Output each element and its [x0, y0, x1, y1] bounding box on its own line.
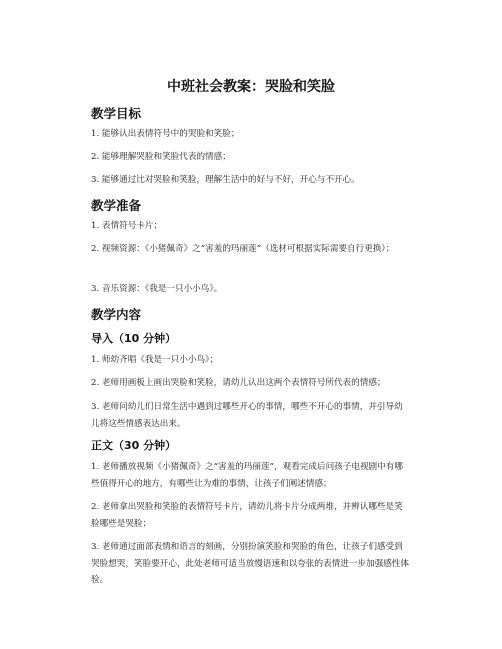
preparation-item-1: 1. 表情符号卡片； — [91, 221, 163, 231]
subsection-heading-intro: 导入（10 分钟） — [91, 332, 177, 345]
section-heading-objectives: 教学目标 — [91, 106, 142, 121]
section-heading-preparation: 教学准备 — [91, 198, 142, 213]
preparation-item-3: 3. 音乐资源：《我是一只小小鸟》。 — [91, 284, 223, 294]
preparation-item-2: 2. 视频资源：《小猪佩奇》之“害羞的玛丽莲”（选材可根据实际需要自行更换）； — [91, 244, 395, 254]
document-title: 中班社会教案：哭脸和笑脸 — [167, 79, 335, 95]
objective-item-3: 3. 能够通过比对哭脸和笑脸，理解生活中的好与不好，开心与不开心。 — [91, 175, 360, 185]
intro-item-1: 1. 师幼齐唱《我是一只小小鸟》； — [91, 355, 218, 365]
objective-item-1: 1. 能够认出表情符号中的哭脸和笑脸； — [91, 129, 240, 139]
main-item-3: 3. 老师通过面部表情和语言的刻画，分别扮演笑脸和哭脸的角色，让孩子们感受到哭脸想哭，笑脸要开心，此处老师可适当放慢语速和以夸张的表情进一步加强感性体验。 — [91, 542, 409, 585]
intro-item-2: 2. 老师用画板上画出哭脸和笑脸，请幼儿认出这两个表情符号所代表的情感； — [91, 378, 386, 388]
subsection-heading-main: 正文（30 分钟） — [91, 439, 177, 452]
objective-item-2: 2. 能够理解哭脸和笑脸代表的情感； — [91, 152, 231, 162]
intro-item-3: 3. 老师问幼儿们日常生活中遇到过哪些开心的事情，哪些不开心的事情，并引导幼儿将这些情感表达出来。 — [91, 402, 403, 429]
main-item-1: 1. 老师播放视频《小猪佩奇》之“害羞的玛丽莲”，观看完成后问孩子电视剧中有哪些值得开心的地方，有哪些让为难的事情，让孩子们阐述情感； — [91, 462, 403, 489]
section-heading-content: 教学内容 — [91, 307, 142, 322]
main-item-2: 2. 老师拿出哭脸和笑脸的表情符号卡片，请幼儿将卡片分成两堆，并辨认哪些是笑脸哪些是哭脸； — [91, 502, 403, 529]
